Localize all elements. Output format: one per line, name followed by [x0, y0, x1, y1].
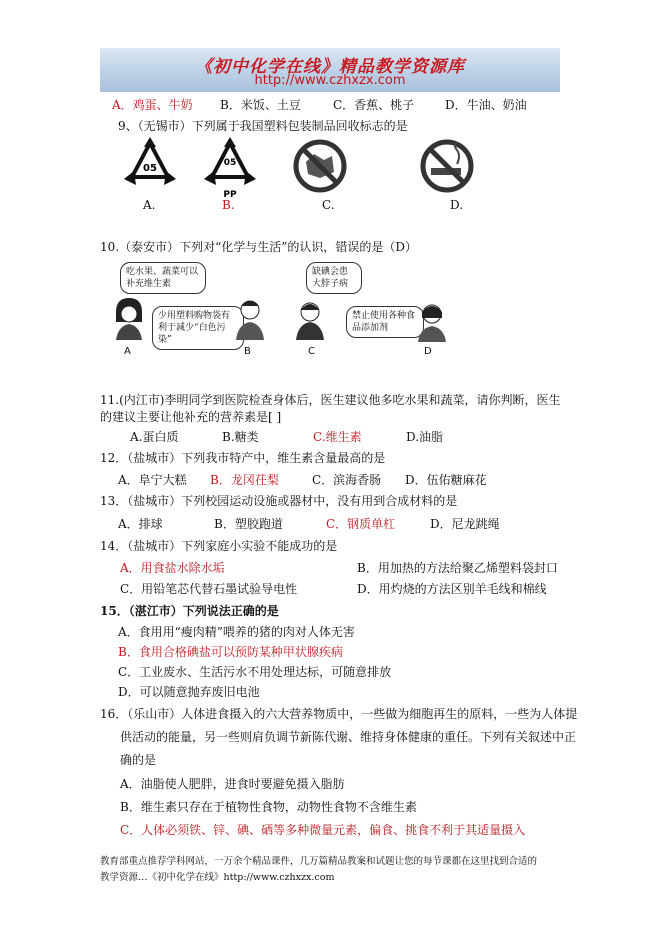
q10-label-d: D	[424, 346, 432, 357]
q9-label-b: B.	[222, 198, 235, 212]
q11-option-b: B.糖类	[222, 430, 259, 444]
q11-option-c: C.维生素	[313, 430, 362, 444]
q16-option-b: B．维生素只存在于植物性食物，动物性食物不含维生素	[120, 800, 417, 814]
q16-option-c: C．人体必须铁、锌、碘、硒等多种微量元素，偏食、挑食不利于其适量摄入	[120, 823, 526, 837]
q10-label-c: C	[308, 346, 315, 357]
q15-option-b: B．食用合格碘盐可以预防某种甲状腺疾病	[118, 645, 343, 659]
q11-option-d: D.油脂	[406, 430, 444, 444]
q16-stem-line3: 确的是	[120, 753, 157, 767]
q13-option-d: D．尼龙跳绳	[430, 517, 500, 531]
q11-stem-line2: 的建议主要让他补充的营养素是[ ]	[100, 410, 282, 424]
q12-option-a: A．阜宁大糕	[118, 473, 187, 487]
banner-title: 《初中化学在线》精品教学资源库	[195, 57, 465, 77]
q13-option-c: C．钢质单杠	[326, 517, 396, 531]
q10-bubble-b: 少用塑料购物袋有利于减少“白色污染”	[152, 306, 244, 350]
q16-stem-line1: 16．（乐山市）人体进食摄入的六大营养物质中，一些做为细胞再生的原料，一些为人体提	[100, 707, 578, 721]
q10-label-a: A	[124, 346, 131, 357]
q14-option-c: C．用铅笔芯代替石墨试验导电性	[120, 582, 298, 596]
q15-stem: 15．（湛江市）下列说法正确的是	[100, 604, 279, 618]
q10-stem: 10.（泰安市）下列对“化学与生活”的认识，错误的是（D）	[100, 240, 417, 254]
q8-option-b: B．米饭、土豆	[220, 98, 301, 112]
recycle-b-code: 05	[223, 158, 237, 168]
no-smoking-icon	[417, 138, 477, 194]
q13-option-b: B．塑胶跑道	[214, 517, 283, 531]
woman-figure-icon	[412, 300, 452, 344]
q10-bubble-d: 禁止使用各种食品添加剂	[346, 306, 424, 338]
girl-figure-icon	[108, 294, 150, 342]
q9-label-a: A.	[143, 198, 156, 212]
boy-figure-icon	[292, 298, 328, 342]
q15-option-d: D．可以随意抛弃废旧电池	[118, 685, 260, 699]
recycle-b-sub: PP	[223, 190, 237, 200]
q13-stem: 13．（盐城市）下列校园运动设施或器材中，没有用到合成材料的是	[100, 494, 458, 508]
footer-line2: 教学资源…《初中化学在线》http://www.czhxzx.com	[100, 872, 335, 883]
q14-option-d: D．用灼烧的方法区别羊毛线和棉线	[357, 582, 547, 596]
q14-stem: 14．（盐城市）下列家庭小实验不能成功的是	[100, 539, 338, 553]
recycle-05-pp-icon	[200, 135, 260, 203]
q12-option-d: D．伍佑糖麻花	[405, 473, 487, 487]
q8-option-c: C．香蕉、桃子	[333, 98, 415, 112]
q12-stem: 12．（盐城市）下列我市特产中，维生素含量最高的是	[100, 451, 386, 465]
q8-option-a: A．鸡蛋、牛奶	[112, 98, 193, 112]
header-banner	[100, 48, 560, 92]
q14-option-b: B．用加热的方法给聚乙烯塑料袋封口	[357, 561, 558, 575]
q16-stem-line2: 供活动的能量，另一些则肩负调节新陈代谢、维持身体健康的重任。下列有关叙述中正	[120, 730, 577, 744]
q10-label-b: B	[244, 346, 251, 357]
man-figure-icon	[230, 296, 270, 342]
q14-option-a: A．用食盐水除水垢	[120, 561, 225, 575]
q9-stem: 9、（无锡市）下列属于我国塑料包装制品回收标志的是	[118, 119, 408, 133]
q10-bubble-a: 吃水果、蔬菜可以补充维生素	[120, 262, 206, 294]
no-littering-icon	[290, 138, 350, 194]
footer-line1: 教育部重点推荐学科网站，一万余个精品课件，几万篇精品教案和试题让您的每节课都在这里找到合适的	[100, 856, 538, 867]
recycle-a-code: 05	[143, 163, 157, 174]
q15-option-c: C．工业废水、生活污水不用处理达标，可随意排放	[118, 665, 392, 679]
q9-label-c: C.	[322, 198, 335, 212]
recycle-05-icon	[120, 135, 180, 195]
q9-label-d: D.	[450, 198, 464, 212]
q10-bubble-c: 缺碘会患大脖子病	[306, 262, 362, 294]
q12-option-b: B．龙冈茌梨	[210, 473, 279, 487]
q8-option-d: D．牛油、奶油	[445, 98, 527, 112]
q16-option-a: A．油脂使人肥胖，进食时要避免摄入脂肪	[120, 777, 345, 791]
q12-option-c: C．滨海香肠	[312, 473, 382, 487]
banner-url[interactable]: http://www.czhxzx.com	[254, 73, 406, 88]
q13-option-a: A．排球	[118, 517, 163, 531]
q11-stem-line1: 11.(内江市)李明同学到医院检查身体后，医生建议他多吃水果和蔬菜，请你判断，医生	[100, 393, 561, 407]
q15-option-a: A．食用用“瘦肉精”喂养的猪的肉对人体无害	[118, 625, 355, 639]
q11-option-a: A.蛋白质	[130, 430, 179, 444]
